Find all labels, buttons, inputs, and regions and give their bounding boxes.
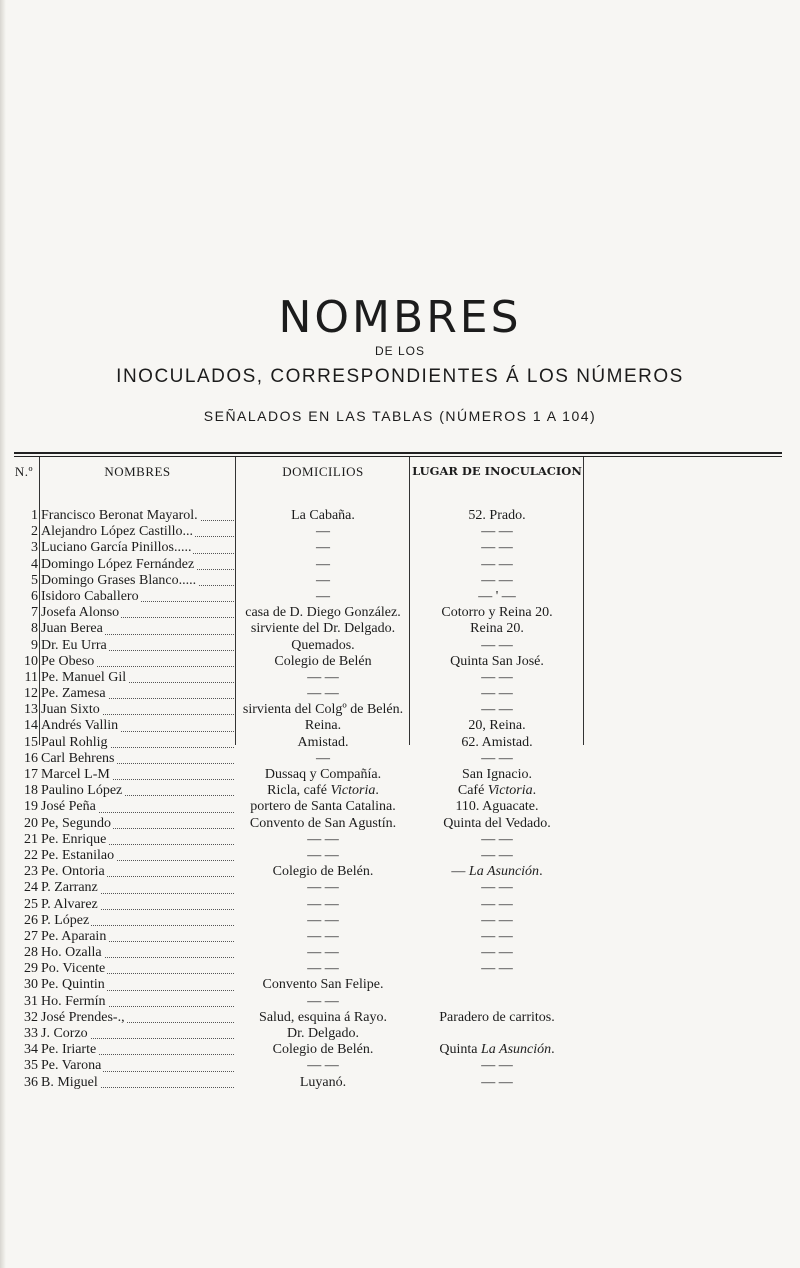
row-name <box>41 848 234 864</box>
row-domicilio: Amistad. <box>297 734 349 750</box>
row-name-text: P. López <box>41 912 90 928</box>
row-lugar: — — <box>481 1074 513 1090</box>
row-number: 8 <box>31 621 38 637</box>
row-number: 9 <box>31 637 38 653</box>
row-number: 6 <box>31 588 38 604</box>
row-name <box>41 1010 234 1026</box>
row-name <box>41 751 234 767</box>
row-name-text: Pe. Aparain <box>41 928 107 944</box>
row-name-text: Pe Obeso <box>41 653 95 669</box>
header-lugar: LUGAR DE INOCULACION <box>412 464 582 478</box>
row-number: 31 <box>24 993 38 1009</box>
table-row <box>0 897 800 913</box>
row-number: 14 <box>24 718 38 734</box>
row-name-text: Pe. Zamesa <box>41 686 106 702</box>
row-name <box>41 880 234 896</box>
table-row <box>0 718 800 734</box>
row-name-text: Pe. Enrique <box>41 831 107 847</box>
row-domicilio: — <box>316 750 330 766</box>
row-number: 33 <box>24 1026 38 1041</box>
row-name <box>41 735 234 751</box>
row-domicilio: — — <box>307 928 339 944</box>
row-name-text: Pe. Iriarte <box>41 1042 97 1058</box>
row-name-text: José Prendes-., <box>41 1009 125 1025</box>
row-lugar: — — <box>481 961 513 977</box>
table-row <box>0 1026 800 1042</box>
row-lugar: — — <box>481 524 513 540</box>
row-name-text: Ho. Fermín <box>41 993 106 1009</box>
table-row <box>0 605 800 621</box>
row-name-text: Alejandro López Castillo... <box>41 524 194 540</box>
table-row <box>0 929 800 945</box>
row-domicilio: — <box>316 572 330 588</box>
row-name-text: Pe. Quintin <box>41 977 105 993</box>
row-domicilio: — <box>316 556 330 572</box>
row-name <box>41 961 234 977</box>
row-lugar: Reina 20. <box>470 621 524 637</box>
row-name <box>41 638 234 654</box>
table-row <box>0 524 800 540</box>
table-body <box>0 508 800 1091</box>
row-number: 34 <box>24 1042 38 1058</box>
row-lugar: — — <box>481 896 513 912</box>
row-number: 17 <box>24 767 38 782</box>
header-nombres: NOMBRES <box>104 464 171 479</box>
row-name-text: Paul Rohlig <box>41 734 108 750</box>
row-lugar: — — <box>481 928 513 944</box>
row-lugar: — — <box>481 1058 513 1074</box>
row-name <box>41 605 234 621</box>
row-name <box>41 686 234 702</box>
row-number: 20 <box>24 815 38 831</box>
row-name <box>41 573 234 589</box>
table-row <box>0 1075 800 1091</box>
row-name <box>41 945 234 961</box>
table-row <box>0 589 800 605</box>
row-domicilio: — — <box>307 686 339 702</box>
row-name <box>41 864 234 880</box>
row-name <box>41 621 234 637</box>
row-name <box>41 1058 234 1074</box>
row-name-text: Po. Vicente <box>41 961 106 977</box>
table-row <box>0 864 800 880</box>
row-lugar: Quinta La Asunción. <box>439 1042 555 1058</box>
row-lugar: Quinta San José. <box>450 653 544 669</box>
table-row <box>0 654 800 670</box>
row-name <box>41 654 234 670</box>
row-lugar: — — <box>481 750 513 766</box>
table-row <box>0 508 800 524</box>
row-domicilio: — — <box>307 669 339 685</box>
row-number: 32 <box>24 1009 38 1025</box>
table-top-rule <box>14 452 782 454</box>
header-num: N.º <box>14 464 34 479</box>
italic-term: Victoria <box>487 783 533 799</box>
row-name <box>41 994 234 1010</box>
row-name <box>41 589 234 605</box>
row-number: 18 <box>24 783 38 799</box>
italic-term: La Asunción <box>468 864 540 880</box>
row-lugar: San Ignacio. <box>462 767 532 782</box>
row-name-text: Domingo López Fernández <box>41 556 195 572</box>
row-name <box>41 1026 234 1042</box>
row-lugar: — — <box>481 912 513 928</box>
row-lugar: — — <box>481 847 513 863</box>
page-title: NOMBRES <box>278 292 522 343</box>
table-row <box>0 961 800 977</box>
row-number: 26 <box>24 912 38 928</box>
table-row <box>0 686 800 702</box>
row-domicilio: — — <box>307 945 339 961</box>
row-domicilio: Convento de San Agustín. <box>249 815 397 831</box>
row-number: 36 <box>24 1074 38 1090</box>
row-domicilio: Convento San Felipe. <box>262 977 384 993</box>
table-row <box>0 638 800 654</box>
row-number: 27 <box>24 928 38 944</box>
table-top-rule-thin <box>14 456 782 457</box>
row-name-text: J. Corzo <box>41 1026 88 1041</box>
row-name-text: Pe. Estanilao <box>41 847 115 863</box>
table-row <box>0 832 800 848</box>
row-name <box>41 799 234 815</box>
row-name-text: Luciano García Pinillos..... <box>41 540 192 556</box>
row-name <box>41 1075 234 1091</box>
table-row <box>0 557 800 573</box>
row-name-text: Andrés Vallin <box>41 718 119 734</box>
row-name <box>41 767 234 783</box>
row-name-text: Ho. Ozalla <box>41 945 102 961</box>
row-domicilio: — <box>316 540 330 556</box>
table-row <box>0 816 800 832</box>
row-lugar: 62. Amistad. <box>461 734 533 750</box>
row-number: 35 <box>24 1058 38 1074</box>
row-number: 23 <box>24 864 38 880</box>
table-row <box>0 783 800 799</box>
row-number: 13 <box>24 702 38 718</box>
row-name <box>41 832 234 848</box>
subtitle-line-1: INOCULADOS, CORRESPONDIENTES Á LOS NÚMEROS <box>116 366 684 387</box>
row-lugar: Quinta del Vedado. <box>443 815 551 831</box>
table-row <box>0 994 800 1010</box>
table-row <box>0 848 800 864</box>
row-lugar: 110. Aguacate. <box>455 799 539 815</box>
row-domicilio: Dr. Delgado. <box>287 1026 359 1041</box>
table-row <box>0 880 800 896</box>
row-name <box>41 816 234 832</box>
table-row <box>0 702 800 718</box>
row-number: 2 <box>31 524 38 540</box>
table-row <box>0 977 800 993</box>
table-row <box>0 751 800 767</box>
row-lugar: — ' — <box>478 588 516 604</box>
row-number: 5 <box>31 572 38 588</box>
row-lugar: Café Victoria. <box>457 783 537 799</box>
row-number: 25 <box>24 896 38 912</box>
row-lugar: — — <box>481 637 513 653</box>
row-name-text: Pe, Segundo <box>41 815 111 831</box>
row-name-text: Juan Sixto <box>41 702 100 718</box>
table-row <box>0 670 800 686</box>
row-name <box>41 718 234 734</box>
row-lugar: — — <box>481 880 513 896</box>
table-row <box>0 1058 800 1074</box>
row-name-text: Juan Berea <box>41 621 103 637</box>
header-domicilios: DOMICILIOS <box>282 464 364 479</box>
row-number: 15 <box>24 734 38 750</box>
row-number: 1 <box>31 508 38 523</box>
row-domicilio: — — <box>307 831 339 847</box>
row-lugar: — — <box>481 831 513 847</box>
row-number: 16 <box>24 750 38 766</box>
row-domicilio: Reina. <box>304 718 342 734</box>
row-domicilio: — — <box>307 912 339 928</box>
row-lugar: Cotorro y Reina 20. <box>441 605 553 621</box>
row-domicilio: Quemados. <box>291 637 355 653</box>
row-name-text: Domingo Grases Blanco..... <box>41 572 197 588</box>
row-domicilio: casa de D. Diego González. <box>245 605 401 621</box>
row-domicilio: Ricla, café Victoria. <box>267 783 379 799</box>
subtitle-de-los: DE LOS <box>374 344 425 358</box>
row-domicilio: La Cabaña. <box>291 508 355 523</box>
row-name <box>41 540 234 556</box>
row-lugar: — — <box>481 572 513 588</box>
row-name <box>41 670 234 686</box>
table-row <box>0 767 800 783</box>
row-name <box>41 702 234 718</box>
row-number: 3 <box>31 540 38 556</box>
row-name-text: Pe. Ontoria <box>41 864 105 880</box>
row-name-text: Isidoro Caballero <box>41 588 139 604</box>
row-name-text: Francisco Beronat Mayarol. <box>41 508 198 523</box>
row-name-text: P. Alvarez <box>41 896 98 912</box>
row-name <box>41 977 234 993</box>
row-lugar: — — <box>481 669 513 685</box>
row-lugar: Paradero de carritos. <box>439 1009 555 1025</box>
table-row <box>0 945 800 961</box>
row-name-text: José Peña <box>41 799 96 815</box>
row-domicilio: sirvienta del Colgº de Belén. <box>242 702 404 718</box>
row-name-text: Paulino López <box>41 783 123 799</box>
table-row <box>0 1042 800 1058</box>
table-row <box>0 799 800 815</box>
row-number: 19 <box>24 799 38 815</box>
row-name <box>41 508 234 524</box>
row-name-text: Pe. Varona <box>41 1058 102 1074</box>
italic-term: La Asunción <box>480 1042 552 1058</box>
row-lugar: — La Asunción. <box>451 864 543 880</box>
row-lugar: — — <box>481 945 513 961</box>
row-domicilio: Colegio de Belén. <box>272 1042 374 1058</box>
row-domicilio: — — <box>307 896 339 912</box>
row-number: 10 <box>24 653 38 669</box>
row-number: 24 <box>24 880 38 896</box>
row-domicilio: Luyanó. <box>299 1074 347 1090</box>
row-name-text: B. Miguel <box>41 1074 98 1090</box>
row-name-text: Dr. Eu Urra <box>41 637 107 653</box>
row-lugar: — — <box>481 556 513 572</box>
row-name-text: Marcel L-M <box>41 767 110 782</box>
row-name-text: Josefa Alonso <box>41 605 120 621</box>
row-name <box>41 524 234 540</box>
row-domicilio: portero de Santa Catalina. <box>250 799 396 815</box>
subtitle-line-2: SEÑALADOS EN LAS TABLAS (NÚMEROS 1 A 104) <box>203 408 597 424</box>
row-domicilio: Colegio de Belén <box>274 653 372 669</box>
row-domicilio: — — <box>307 847 339 863</box>
row-number: 29 <box>24 961 38 977</box>
row-domicilio: — — <box>307 961 339 977</box>
row-lugar: 52. Prado. <box>468 508 526 523</box>
row-number: 28 <box>24 945 38 961</box>
row-number: 30 <box>24 977 38 993</box>
row-name <box>41 929 234 945</box>
row-name <box>41 913 234 929</box>
row-number: 11 <box>24 669 38 685</box>
row-name <box>41 783 234 799</box>
row-domicilio: — <box>316 588 330 604</box>
row-number: 21 <box>24 831 38 847</box>
table-row <box>0 540 800 556</box>
row-domicilio: Colegio de Belén. <box>272 864 374 880</box>
row-name-text: P. Zarranz <box>41 880 98 896</box>
row-name-text: Pe. Manuel Gil <box>41 669 127 685</box>
row-number: 22 <box>24 847 38 863</box>
row-domicilio: — — <box>307 1058 339 1074</box>
row-domicilio: Salud, esquina á Rayo. <box>259 1009 387 1025</box>
row-number: 12 <box>24 686 38 702</box>
row-name <box>41 1042 234 1058</box>
row-lugar: 20, Reina. <box>468 718 526 734</box>
row-domicilio: sirviente del Dr. Delgado. <box>250 621 396 637</box>
row-lugar: — — <box>481 540 513 556</box>
table-row <box>0 573 800 589</box>
row-lugar: — — <box>481 686 513 702</box>
row-name-text: Carl Behrens <box>41 750 115 766</box>
row-domicilio: — — <box>307 993 339 1009</box>
row-number: 4 <box>31 556 38 572</box>
row-domicilio: — — <box>307 880 339 896</box>
row-lugar: — — <box>481 702 513 718</box>
row-name <box>41 557 234 573</box>
table-row <box>0 621 800 637</box>
row-domicilio: — <box>316 524 330 540</box>
table-row <box>0 1010 800 1026</box>
table-row <box>0 735 800 751</box>
row-domicilio: Dussaq y Compañía. <box>264 767 382 782</box>
row-name <box>41 897 234 913</box>
row-number: 7 <box>31 605 38 621</box>
italic-term: Victoria <box>330 783 376 799</box>
table-row <box>0 913 800 929</box>
